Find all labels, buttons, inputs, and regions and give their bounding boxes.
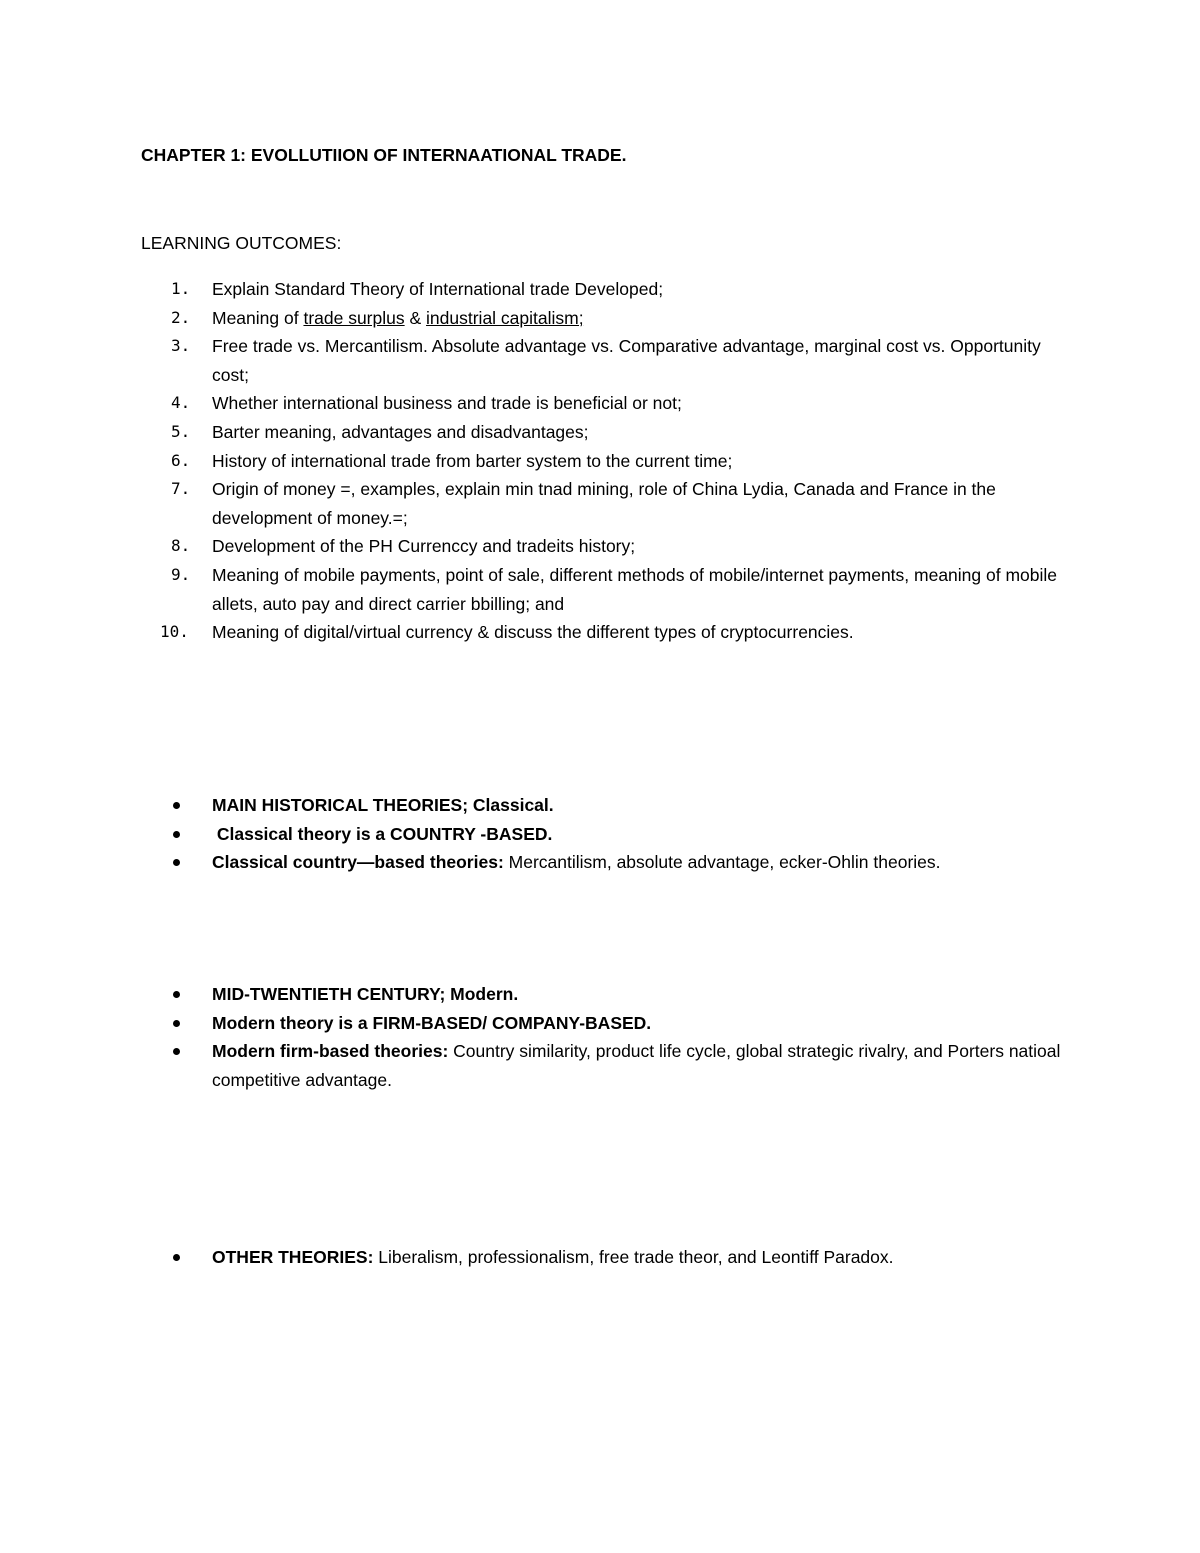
outcome-text: Free trade vs. Mercantilism. Absolute advantage vs. Comparative advantage, marginal cost vs. Opportunity cost;	[212, 336, 1041, 385]
outcome-number: 10.	[160, 622, 189, 642]
outcome-item	[141, 332, 1071, 389]
modern-theories-list	[141, 980, 1071, 1094]
outcome-item	[141, 389, 1071, 418]
outcome-text: Meaning of mobile payments, point of sale, different methods of mobile/internet payments, meaning of mobile allets, auto pay and direct carrier bbilling; and	[212, 564, 1058, 614]
bullet-item	[141, 791, 1071, 820]
underlined-term-trade-surplus: trade surplus	[303, 307, 405, 328]
bullet-bold-text: Classical country—based theories:	[212, 852, 504, 873]
outcome-item	[141, 618, 1071, 647]
outcome-item	[141, 304, 1071, 333]
outcome-item	[141, 418, 1071, 447]
outcome-text: Explain Standard Theory of International trade Developed;	[212, 279, 664, 299]
bullet-text: Mercantilism, absolute advantage, ecker-Ohlin theories.	[503, 852, 941, 873]
outcome-number: 5.	[171, 421, 191, 441]
outcome-item	[141, 447, 1071, 476]
bullet-bold-text: Modern theory is a FIRM-BASED/ COMPANY-BASED.	[212, 1012, 652, 1033]
bullet-bold-text: MID-TWENTIETH CENTURY; Modern.	[212, 984, 519, 1004]
learning-outcomes-list	[141, 275, 1071, 647]
outcome-number: 8.	[171, 536, 191, 556]
classical-theories-list	[141, 791, 1071, 877]
learning-outcomes-heading: LEARNING OUTCOMES:	[141, 233, 342, 253]
outcome-number: 1.	[171, 279, 191, 298]
other-theories-list	[141, 1243, 1071, 1272]
bullet-item	[141, 980, 1071, 1009]
outcome-number: 7.	[171, 479, 191, 499]
bullet-dot	[173, 859, 180, 866]
bullet-dot	[173, 1254, 180, 1261]
bullet-text: Liberalism, professionalism, free trade theor, and Leontiff Paradox.	[373, 1247, 894, 1267]
bullet-bold-text: Classical theory is a COUNTRY -BASED.	[212, 823, 553, 844]
bullet-item	[141, 1243, 1071, 1272]
bullet-item	[141, 820, 1071, 849]
outcome-text: History of international trade from barter system to the current time;	[212, 450, 733, 471]
outcome-number: 6.	[171, 450, 191, 470]
outcome-text: Barter meaning, advantages and disadvantages;	[212, 421, 589, 442]
outcome-number: 3.	[171, 336, 191, 356]
bullet-dot	[173, 1048, 180, 1055]
bullet-bold-text: OTHER THEORIES:	[212, 1247, 374, 1267]
bullet-bold-text: MAIN HISTORICAL THEORIES; Classical.	[212, 795, 554, 815]
outcome-item	[141, 475, 1071, 532]
bullet-text: Country similarity, product life cycle, global strategic rivalry, and Porters natioal competitive advantage.	[212, 1041, 1061, 1090]
outcome-item	[141, 561, 1071, 618]
outcome-number: 4.	[171, 393, 191, 413]
underlined-term-industrial-capitalism: industrial capitalism;	[426, 307, 584, 328]
bullet-item	[141, 1009, 1071, 1038]
bullet-dot	[173, 991, 180, 998]
bullet-dot	[173, 802, 180, 809]
outcome-text: Origin of money =, examples, explain min tnad mining, role of China Lydia, Canada and France in the development of money.=;	[212, 479, 996, 528]
outcome-text: Meaning of digital/virtual currency & discuss the different types of cryptocurrencies.	[212, 622, 854, 643]
outcome-item	[141, 275, 1071, 304]
bullet-item	[141, 1037, 1071, 1094]
outcome-text: Meaning of	[212, 307, 304, 328]
chapter-title: CHAPTER 1: EVOLLUTIION OF INTERNAATIONAL TRADE.	[141, 145, 627, 165]
outcome-number: 2.	[171, 307, 191, 327]
outcome-text: Development of the PH Currenccy and tradeits history;	[212, 536, 636, 557]
outcome-text: Whether international business and trade is beneficial or not;	[212, 393, 682, 414]
outcome-text: &	[404, 307, 427, 328]
bullet-bold-text: Modern firm-based theories:	[212, 1041, 449, 1062]
bullet-item	[141, 848, 1071, 877]
bullet-dot	[173, 831, 180, 838]
bullet-dot	[173, 1020, 180, 1027]
outcome-item	[141, 532, 1071, 561]
outcome-number: 9.	[171, 564, 191, 584]
